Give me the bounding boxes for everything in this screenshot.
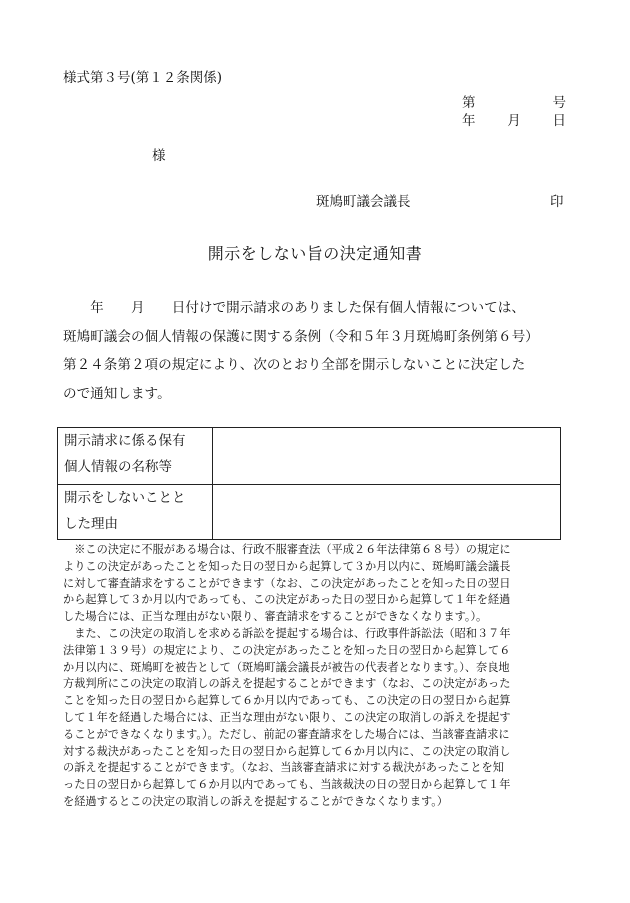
appeal-notes <box>63 542 573 811</box>
note-line: また、この決定の取消しを求める訴訟を提起する場合は、行政事件訴訟法（昭和３７年 <box>63 626 511 640</box>
label-line: した理由 <box>64 516 118 532</box>
form-number-label: 様式第３号(第１２条関係) <box>63 70 223 86</box>
date-line <box>462 109 566 129</box>
document-number-line <box>462 91 566 111</box>
note-line: から起算して３か月以内であっても、この決定があった日の翌日から起算して１年を経過 <box>63 593 511 607</box>
addressee-suffix: 様 <box>152 148 166 164</box>
seal-mark: 印 <box>550 194 564 210</box>
note-line: ることができなくなります。）。ただし、前記の審査請求をした場合には、当該審査請求に <box>63 727 510 741</box>
decision-table <box>57 427 561 540</box>
table-row <box>58 428 561 485</box>
notice-body <box>63 294 567 408</box>
note-line: 方裁判所にこの決定の取消しの訴えを提起することができます（なお、この決定があった <box>63 677 511 691</box>
body-line: ので通知します。 <box>63 385 171 402</box>
note-line: ※この決定に不服がある場合は、行政不服審査法（平成２６年法律第６８号）の規定に <box>63 543 511 556</box>
sender-title: 斑鳩町議会議長 <box>316 194 411 210</box>
label-line: 開示をしないことと <box>64 490 186 506</box>
table-row-value <box>213 428 561 485</box>
note-line: 法律第１３９号）の規定により、この決定があったことを知った日の翌日から起算して６ <box>63 643 511 657</box>
note-line: して１年を経過した場合には、正当な理由がない限り、この決定の取消しの訴えを提起す <box>63 710 511 724</box>
note-line: に対して審査請求をすることができます（なお、この決定があったことを知った日の翌日 <box>63 576 511 590</box>
date-month: 月 <box>507 113 521 129</box>
number-suffix: 号 <box>552 95 566 111</box>
table-row <box>58 485 561 540</box>
note-line: の訴えを提起することができます。（なお、当該審査請求に対する裁決があったことを知 <box>63 761 504 775</box>
body-line: 第２４条第２項の規定により、次のとおり全部を開示しないことに決定した <box>63 357 526 373</box>
body-line: 斑鳩町議会の個人情報の保護に関する条例（令和５年３月斑鳩町条例第６号） <box>63 328 539 345</box>
label-line: 個人情報の名称等 <box>64 459 172 475</box>
label-line: 開示請求に係る保有 <box>64 433 186 449</box>
note-line: ことを知った日の翌日から起算して６か月以内であっても、この決定の日の翌日から起算 <box>63 694 511 708</box>
table-row-label <box>58 428 213 485</box>
table-row-label <box>58 485 213 540</box>
number-prefix: 第 <box>462 95 476 111</box>
body-line: 年 月 日付けで開示請求のありました保有個人情報については、 <box>63 300 525 316</box>
document-title: 開示をしない旨の決定通知書 <box>207 244 423 263</box>
note-line: よりこの決定があったことを知った日の翌日から起算して３か月以内に、斑鳩町議会議長 <box>63 559 511 573</box>
note-line: した場合には、正当な理由がない限り、審査請求をすることができなくなります。）。 <box>63 610 488 624</box>
date-day: 日 <box>552 113 566 129</box>
note-line: を経過するとこの決定の取消しの訴えを提起することができなくなります。） <box>63 794 449 808</box>
table-row-value <box>213 485 561 540</box>
date-year: 年 <box>462 113 476 129</box>
note-line: 対する裁決があったことを知った日の翌日から起算して６か月以内に、この決定の取消し <box>63 744 511 758</box>
note-line: か月以内に、斑鳩町を被告として（斑鳩町議会議長が被告の代表者となります。）、奈良地 <box>63 660 510 674</box>
note-line: った日の翌日から起算して６か月以内であっても、当該裁決の日の翌日から起算して１年 <box>63 778 511 792</box>
